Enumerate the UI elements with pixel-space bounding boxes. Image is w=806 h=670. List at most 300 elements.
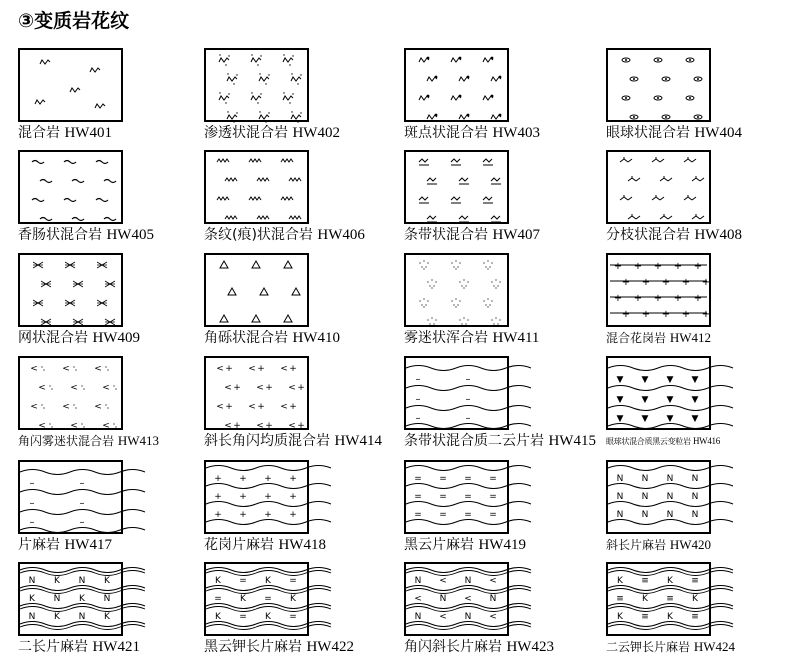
svg-text:=: = [239,576,247,586]
pattern-caption [404,124,540,142]
svg-text:+: + [621,277,631,288]
svg-text:<: < [248,364,256,374]
pattern-code: HW416 [692,436,720,446]
pattern-svg [406,462,507,532]
svg-text:K: K [290,594,296,604]
svg-text:+: + [633,261,643,272]
svg-text:+: + [264,492,272,502]
pattern-hw407 [404,150,604,252]
pattern-code: HW423 [506,639,554,655]
svg-text:<: < [102,421,110,431]
svg-text:<: < [464,594,472,604]
pattern-name: 雾迷状浑合岩 [404,330,488,346]
svg-text:+: + [214,474,222,484]
svg-text:K: K [215,612,221,622]
pattern-svg [406,152,507,222]
svg-text:K: K [667,576,673,586]
svg-text:<: < [489,612,497,622]
svg-text:N: N [616,510,624,520]
pattern-caption [404,432,596,450]
svg-text:<: < [30,364,38,374]
pattern-svg [608,358,709,428]
pattern-caption [204,329,340,347]
pattern-code: HW418 [278,537,326,553]
svg-text:<: < [248,402,256,412]
svg-text:▼: ▼ [691,395,699,405]
svg-text:<: < [439,576,447,586]
pattern-code: HW404 [694,125,742,141]
svg-text:<: < [288,421,296,431]
pattern-name: 角砾状混合岩 [204,330,288,346]
pattern-name: 黑云钾长片麻岩 [204,639,302,655]
svg-text:N: N [53,594,61,604]
svg-text:N: N [103,594,111,604]
svg-text:+: + [225,402,233,412]
pattern-hw418 [204,460,404,562]
pattern-caption [606,226,742,244]
svg-text:=: = [264,594,272,604]
pattern-swatch [404,562,509,636]
svg-text:+: + [214,510,222,520]
svg-text:▼: ▼ [691,414,699,424]
pattern-hw405 [18,150,218,252]
svg-text:N: N [414,612,422,622]
svg-text:N: N [414,576,422,586]
pattern-svg [406,564,507,634]
svg-text:<: < [38,421,46,431]
svg-text:+: + [653,261,663,272]
pattern-code: HW424 [693,639,736,654]
pattern-svg [608,152,709,222]
pattern-name: 香肠状混合岩 [18,227,102,243]
pattern-svg [206,358,307,431]
svg-text:+: + [239,510,247,520]
pattern-hw403 [404,48,604,150]
pattern-swatch [204,356,309,430]
svg-text:N: N [691,510,699,520]
pattern-name: 网状混合岩 [18,330,88,346]
pattern-svg [20,358,121,431]
svg-text:<: < [439,612,447,622]
svg-text:K: K [79,594,85,604]
pattern-name: 角闪斜长片麻岩 [404,639,502,655]
svg-text:▼: ▼ [641,375,649,385]
svg-text:▼: ▼ [666,375,674,385]
svg-text:▼: ▼ [616,395,624,405]
pattern-caption [606,536,711,554]
svg-text:<: < [62,364,70,374]
svg-text:K: K [29,594,35,604]
pattern-code: HW403 [492,125,540,141]
svg-text:+: + [257,364,265,374]
svg-text:K: K [617,576,623,586]
svg-text:N: N [641,474,649,484]
pattern-caption [404,536,526,554]
pattern-swatch [404,150,509,224]
svg-text:N: N [641,492,649,502]
svg-text:N: N [616,492,624,502]
svg-text:=: = [439,474,447,484]
svg-text:K: K [617,612,623,622]
svg-text:▼: ▼ [641,414,649,424]
pattern-svg [206,462,307,532]
svg-text:<: < [280,402,288,412]
pattern-code: HW402 [292,125,340,141]
pattern-code: HW405 [106,227,154,243]
pattern-svg [20,462,121,532]
pattern-name: 分枝状混合岩 [606,227,690,243]
svg-text:+: + [621,309,631,320]
svg-text:–: – [465,413,471,424]
pattern-name: 斜长角闪均质混合岩 [204,433,330,449]
pattern-hw414 [204,356,404,458]
svg-text:N: N [641,510,649,520]
pattern-name: 条纹(痕)状混合岩 [204,227,313,243]
pattern-hw411 [404,253,604,355]
svg-text:≡: ≡ [666,594,674,604]
pattern-svg [20,50,121,120]
pattern-swatch [18,460,123,534]
svg-text:+: + [693,261,703,272]
pattern-code: HW417 [64,537,112,553]
pattern-svg [20,255,121,325]
svg-text:N: N [666,474,674,484]
svg-text:=: = [439,492,447,502]
pattern-caption [204,226,365,244]
svg-text:=: = [414,474,422,484]
pattern-caption [606,124,742,142]
svg-text:≡: ≡ [691,612,699,622]
pattern-swatch [606,48,711,122]
pattern-code: HW414 [334,433,382,449]
svg-text:=: = [239,612,247,622]
svg-text:N: N [439,594,447,604]
pattern-code: HW410 [292,330,340,346]
pattern-swatch [404,460,509,534]
pattern-swatch [204,562,309,636]
svg-text:+: + [613,261,623,272]
svg-text:<: < [224,383,232,393]
svg-text:<: < [70,383,78,393]
pattern-caption [204,536,326,554]
pattern-svg [608,50,709,120]
pattern-hw417 [18,460,218,562]
svg-text:<: < [224,421,232,431]
pattern-hw404 [606,48,806,150]
svg-text:<: < [102,383,110,393]
svg-text:N: N [28,612,36,622]
svg-text:<: < [280,364,288,374]
pattern-swatch [18,253,123,327]
svg-text:=: = [414,510,422,520]
pattern-caption [18,226,154,244]
pattern-name: 黑云片麻岩 [404,537,474,553]
svg-text:<: < [256,421,264,431]
svg-text:K: K [692,594,698,604]
svg-text:<: < [70,421,78,431]
pattern-hw409 [18,253,218,355]
pattern-code: HW419 [478,537,526,553]
svg-text:<: < [256,383,264,393]
svg-text:=: = [489,510,497,520]
svg-text:+: + [239,492,247,502]
svg-text:<: < [216,402,224,412]
svg-text:–: – [415,374,421,385]
pattern-code: HW408 [694,227,742,243]
pattern-swatch [204,150,309,224]
svg-text:=: = [464,492,472,502]
svg-text:+: + [233,421,241,431]
pattern-swatch [606,562,711,636]
pattern-svg [406,255,507,325]
svg-text:N: N [464,576,472,586]
pattern-code: HW407 [492,227,540,243]
svg-text:▼: ▼ [666,395,674,405]
pattern-code: HW415 [548,433,596,449]
pattern-hw401 [18,48,218,150]
svg-text:≡: ≡ [616,594,624,604]
pattern-swatch [404,356,509,430]
svg-text:K: K [104,576,110,586]
svg-text:<: < [38,383,46,393]
pattern-caption [18,124,112,142]
svg-text:–: – [415,394,421,405]
svg-text:N: N [464,612,472,622]
pattern-swatch [404,253,509,327]
svg-text:=: = [214,594,222,604]
svg-text:+: + [681,309,691,320]
pattern-swatch [204,460,309,534]
svg-text:≡: ≡ [641,612,649,622]
svg-text:<: < [94,364,102,374]
pattern-caption [204,124,340,142]
svg-text:–: – [465,394,471,405]
svg-text:–: – [415,413,421,424]
svg-text:+: + [214,492,222,502]
pattern-caption [204,638,354,656]
pattern-caption [404,638,554,656]
pattern-swatch [404,48,509,122]
svg-text:=: = [464,474,472,484]
pattern-code: HW411 [492,330,540,346]
svg-text:<: < [216,364,224,374]
pattern-name: 混合花岗岩 [606,331,667,345]
pattern-code: HW406 [317,227,365,243]
pattern-svg [206,255,307,325]
pattern-code: HW409 [92,330,140,346]
svg-text:<: < [30,402,38,412]
svg-text:=: = [489,474,497,484]
svg-text:+: + [641,277,651,288]
svg-text:+: + [297,421,305,431]
svg-text:=: = [439,510,447,520]
svg-text:▼: ▼ [666,414,674,424]
pattern-caption [18,329,140,347]
pattern-hw424 [606,562,806,664]
svg-text:K: K [667,612,673,622]
svg-text:–: – [29,517,35,528]
svg-text:+: + [673,293,683,304]
pattern-name: 斜长片麻岩 [606,538,667,552]
svg-text:+: + [661,277,671,288]
pattern-svg [608,255,709,325]
svg-text:K: K [265,612,271,622]
svg-text:N: N [616,474,624,484]
pattern-name: 眼球状混合质黑云变粒岩 [606,437,691,446]
svg-text:+: + [289,492,297,502]
pattern-hw408 [606,150,806,252]
pattern-svg [20,152,121,222]
svg-text:+: + [613,293,623,304]
pattern-hw422 [204,562,404,664]
pattern-caption [404,226,540,244]
svg-text:+: + [264,510,272,520]
svg-text:+: + [265,421,273,431]
svg-text:–: – [79,498,85,509]
svg-text:<: < [414,594,422,604]
pattern-hw420 [606,460,806,562]
pattern-hw421 [18,562,218,664]
svg-text:K: K [215,576,221,586]
svg-text:+: + [641,309,651,320]
svg-text:N: N [666,492,674,502]
pattern-caption [204,432,382,450]
pattern-caption [606,329,711,347]
pattern-swatch [18,48,123,122]
svg-text:▼: ▼ [616,414,624,424]
svg-text:+: + [257,402,265,412]
svg-text:<: < [62,402,70,412]
svg-text:+: + [701,277,711,288]
pattern-caption [18,638,140,656]
pattern-name: 混合岩 [18,125,60,141]
svg-text:+: + [693,293,703,304]
svg-text:+: + [297,383,305,393]
svg-text:+: + [289,474,297,484]
svg-text:K: K [54,576,60,586]
svg-text:<: < [288,383,296,393]
svg-text:=: = [464,510,472,520]
pattern-name: 角闪雾迷状混合岩 [18,434,115,448]
pattern-code: HW412 [669,330,712,345]
svg-text:N: N [691,492,699,502]
svg-text:N: N [78,612,86,622]
svg-text:=: = [489,492,497,502]
pattern-svg [608,462,709,532]
svg-text:≡: ≡ [641,576,649,586]
svg-text:+: + [239,474,247,484]
svg-text:K: K [265,576,271,586]
pattern-name: 条带状混合质二云片岩 [404,433,544,449]
svg-text:K: K [104,612,110,622]
pattern-name: 渗透状混合岩 [204,125,288,141]
svg-text:K: K [54,612,60,622]
pattern-name: 二长片麻岩 [18,639,88,655]
svg-text:+: + [673,261,683,272]
pattern-name: 片麻岩 [18,537,60,553]
pattern-svg [20,564,121,634]
pattern-code: HW421 [92,639,140,655]
pattern-name: 眼球状混合岩 [606,125,690,141]
pattern-code: HW401 [64,125,112,141]
svg-text:+: + [681,277,691,288]
svg-text:=: = [414,492,422,502]
pattern-caption [18,432,159,450]
pattern-svg [206,152,307,222]
svg-text:N: N [489,594,497,604]
pattern-svg [406,50,507,120]
pattern-hw416 [606,356,806,458]
pattern-swatch [606,150,711,224]
pattern-hw423 [404,562,604,664]
pattern-hw410 [204,253,404,355]
svg-text:+: + [289,510,297,520]
svg-text:=: = [289,612,297,622]
svg-text:–: – [29,498,35,509]
pattern-svg [206,50,307,120]
pattern-hw419 [404,460,604,562]
svg-text:–: – [79,517,85,528]
svg-text:–: – [29,478,35,489]
svg-text:–: – [79,478,85,489]
svg-text:<: < [94,402,102,412]
svg-text:+: + [289,364,297,374]
pattern-swatch [204,253,309,327]
svg-text:▼: ▼ [641,395,649,405]
pattern-caption [606,638,735,656]
svg-text:K: K [240,594,246,604]
pattern-name: 二云钾长片麻岩 [606,640,691,654]
section-title: ③变质岩花纹 [18,10,130,32]
svg-text:K: K [642,594,648,604]
pattern-name: 花岗片麻岩 [204,537,274,553]
pattern-swatch [18,562,123,636]
svg-text:▼: ▼ [616,375,624,385]
pattern-hw412 [606,253,806,355]
svg-text:+: + [265,383,273,393]
pattern-code: HW420 [669,537,712,552]
svg-text:N: N [28,576,36,586]
pattern-hw402 [204,48,404,150]
svg-text:+: + [661,309,671,320]
svg-text:–: – [465,374,471,385]
svg-text:≡: ≡ [691,576,699,586]
svg-text:+: + [233,383,241,393]
pattern-swatch [606,253,711,327]
svg-text:=: = [289,576,297,586]
pattern-swatch [606,460,711,534]
svg-text:+: + [264,474,272,484]
pattern-swatch [18,356,123,430]
pattern-hw406 [204,150,404,252]
svg-text:N: N [691,474,699,484]
svg-text:+: + [701,309,711,320]
pattern-name: 条带状混合岩 [404,227,488,243]
pattern-swatch [18,150,123,224]
pattern-name: 斑点状混合岩 [404,125,488,141]
svg-text:N: N [666,510,674,520]
pattern-hw415 [404,356,604,458]
pattern-code: HW413 [117,433,160,448]
pattern-svg [206,564,307,634]
pattern-swatch [204,48,309,122]
svg-text:<: < [489,576,497,586]
pattern-swatch [606,356,711,430]
pattern-hw413 [18,356,218,458]
pattern-code: HW422 [306,639,354,655]
pattern-svg [406,358,507,428]
svg-text:+: + [289,402,297,412]
